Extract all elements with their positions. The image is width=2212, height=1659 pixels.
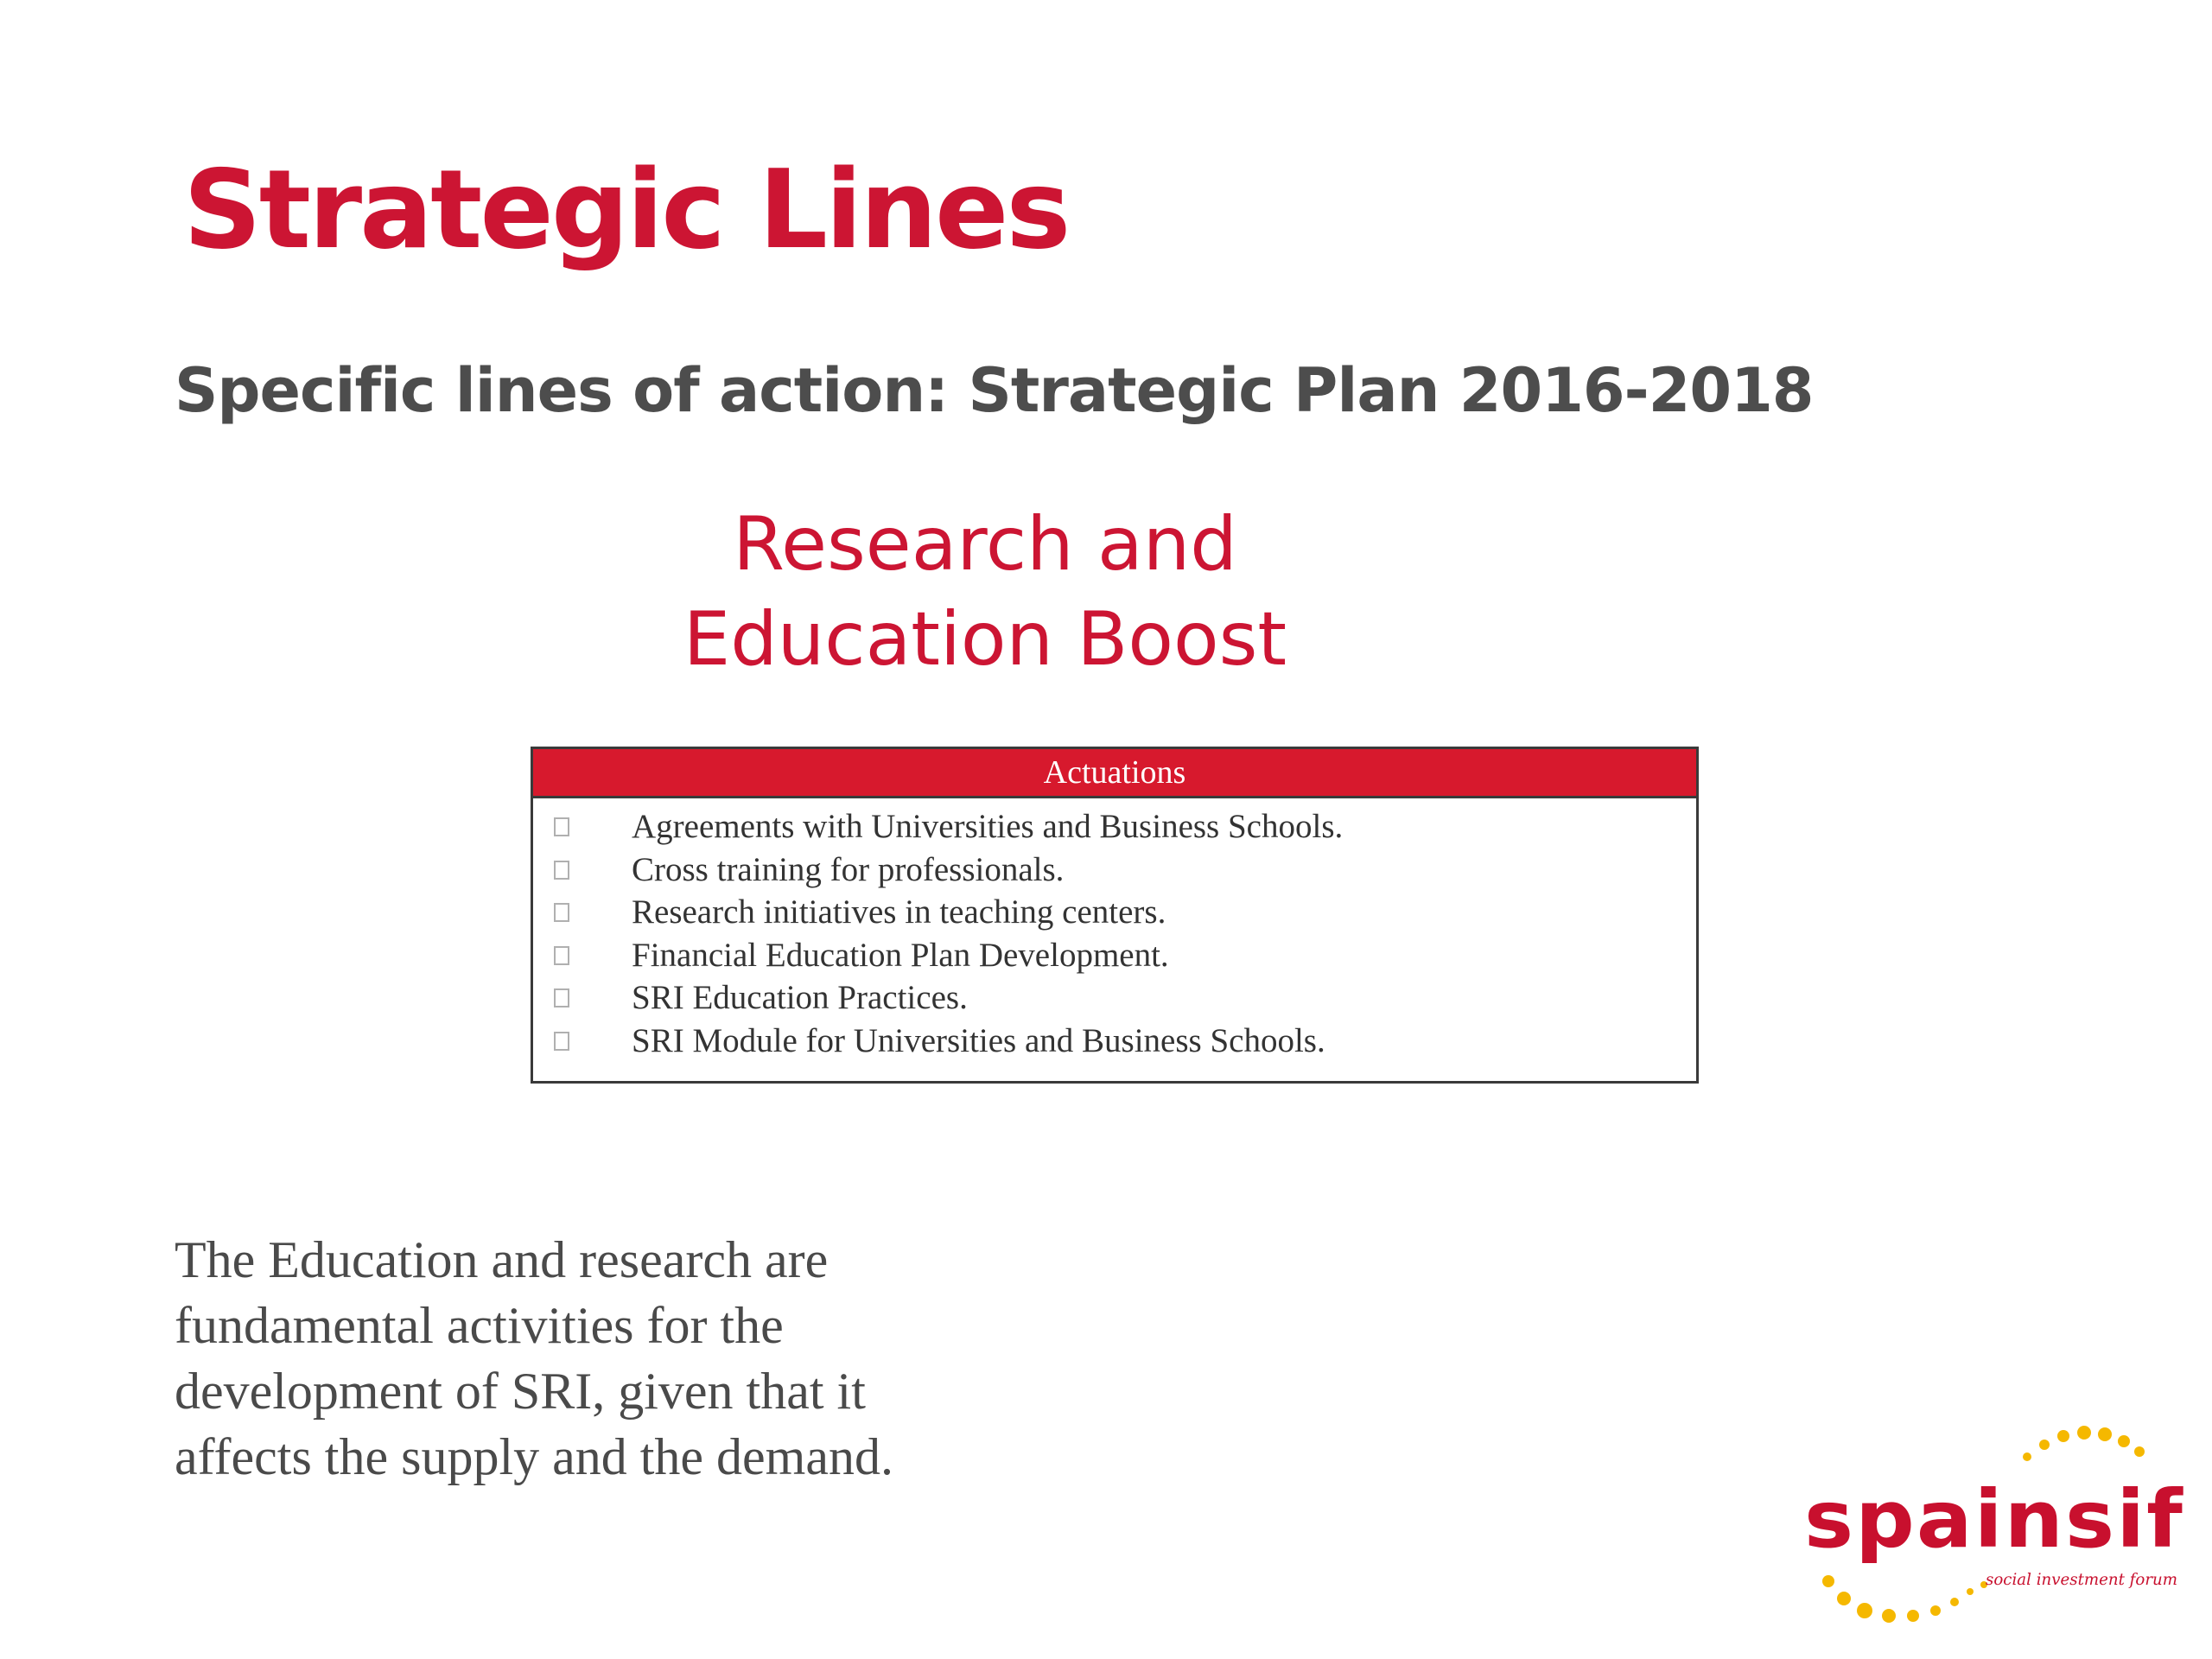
table-row [533, 978, 1696, 1021]
table-row-text: Research initiatives in teaching centers. [632, 893, 1166, 931]
actuations-table [531, 747, 1699, 1084]
checkbox-bullet [554, 817, 569, 836]
table-row-text: SRI Education Practices. [632, 979, 968, 1016]
table-row [533, 1021, 1696, 1065]
logo-wordmark: spainsif [1804, 1473, 2184, 1566]
checkbox-bullet [554, 861, 569, 880]
slide-title: Strategic Lines [183, 146, 1069, 273]
body-line: The Education and research are [175, 1231, 829, 1288]
checkbox-bullet [554, 903, 569, 922]
section-heading-line: Research and [733, 501, 1237, 588]
checkbox-bullet [554, 946, 569, 965]
table-rows [533, 798, 1696, 1064]
table-row-text: Agreements with Universities and Business Schools. [632, 808, 1344, 845]
table-row [533, 936, 1696, 979]
section-heading [605, 497, 1365, 687]
body-line: affects the supply and the demand. [175, 1428, 893, 1485]
body-line: fundamental activities for the [175, 1297, 784, 1354]
body-paragraph [175, 1227, 1004, 1490]
body-line: development of SRI, given that it [175, 1363, 866, 1420]
table-header: Actuations [533, 749, 1696, 798]
slide-subtitle: Specific lines of action: Strategic Plan 2016-2018 [175, 355, 1814, 426]
table-row [533, 850, 1696, 893]
checkbox-bullet [554, 1032, 569, 1051]
spainsif-logo [1794, 1417, 2200, 1642]
table-row [533, 807, 1696, 850]
table-row-text: Financial Education Plan Development. [632, 936, 1169, 974]
table-row-text: Cross training for professionals. [632, 850, 1065, 888]
table-row-text: SRI Module for Universities and Business Schools. [632, 1021, 1325, 1059]
logo-tagline: social investment forum [1986, 1570, 2177, 1589]
checkbox-bullet [554, 988, 569, 1007]
section-heading-line: Education Boost [683, 596, 1287, 683]
table-row [533, 893, 1696, 936]
